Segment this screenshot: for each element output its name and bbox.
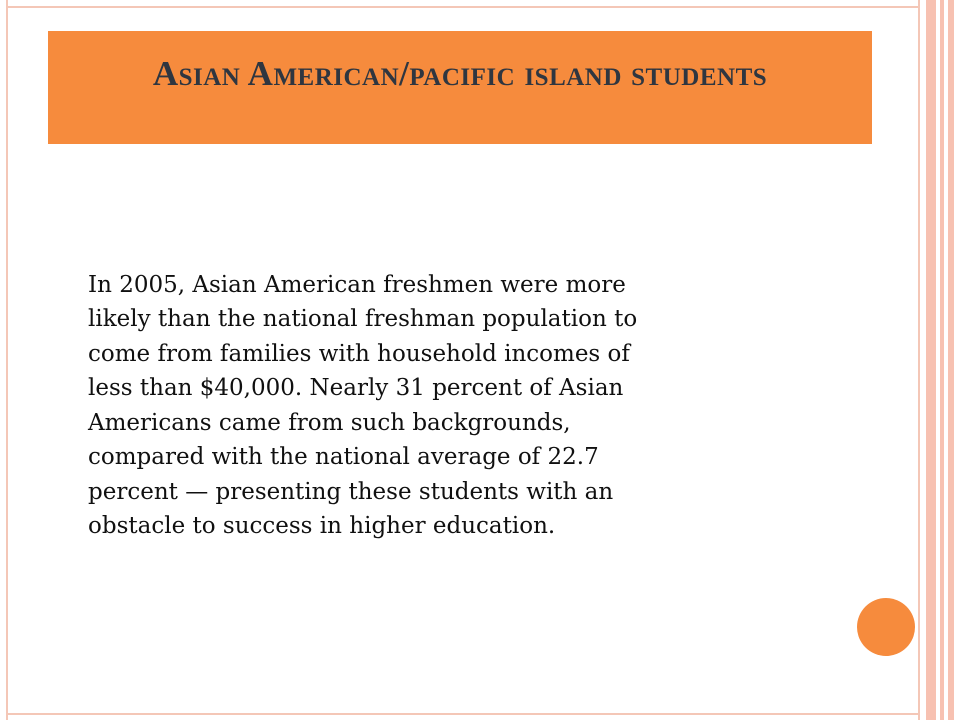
slide-frame-right (918, 0, 920, 720)
slide-body-text (88, 233, 808, 544)
body-line: likely than the national freshman population to (88, 306, 638, 332)
body-line: percent — presenting these students with an (88, 478, 614, 505)
body-line: come from families with household incomes of (88, 340, 630, 367)
body-line: Americans came from such backgrounds, (88, 409, 571, 436)
slide-frame-left (6, 0, 8, 720)
accent-circle (857, 598, 915, 656)
slide-frame-top (6, 6, 920, 8)
slide-title-bar (48, 31, 872, 144)
slide-frame-bottom (6, 713, 920, 715)
body-line: obstacle to success in higher education. (88, 513, 556, 539)
body-line: less than $40,000. Nearly 31 percent of Asian (88, 375, 624, 401)
decorative-right-stripe (948, 0, 954, 720)
body-line: compared with the national average of 22.7 (88, 444, 599, 470)
decorative-right-stripe (940, 0, 944, 720)
slide-title: Asian American/pacific island students (152, 54, 768, 93)
decorative-right-stripe (926, 0, 936, 720)
body-line: In 2005, Asian American freshmen were more (88, 271, 626, 298)
